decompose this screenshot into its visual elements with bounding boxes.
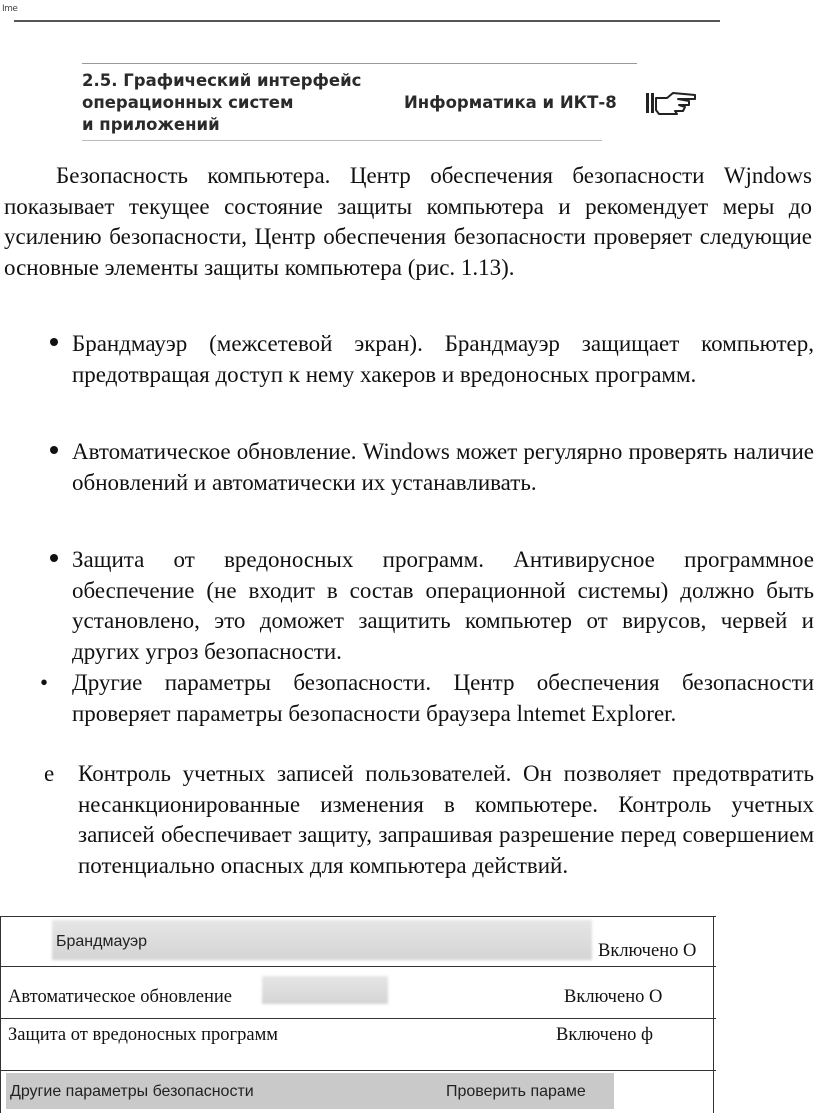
table-border (0, 1018, 716, 1019)
table-border (713, 916, 714, 1113)
list-item-text: Автоматическое обновление. Windows может регулярно проверять наличие обновлений и автоматически их устанавливать. (72, 439, 814, 495)
bullet-dot (50, 446, 58, 454)
list-item-text: Другие параметры безопасности. Центр обеспечения безопасности проверяет параметры безопасности браузера lntemet Explorer. (72, 670, 814, 726)
top-corner-label: Ime (2, 4, 18, 14)
bullet-dot (50, 554, 58, 562)
status-row-label: Автоматическое обновление (8, 987, 232, 1007)
status-row-value: Включено ф (556, 1025, 653, 1045)
header-rule-bottom (82, 140, 602, 141)
page-header (82, 60, 692, 140)
list-item-text: Защита от вредоносных программ. Антивирусное программное обеспечение (не входит в состав операционной системы) должно быть установлено, это доможет защитить компьютер от вирусов, червей и других угроз безопасности. (72, 547, 814, 664)
section-title (82, 70, 361, 136)
list-item-text: Брандмауэр (межсетевой экран). Брандмауэр защищает компьютер, предотвращая доступ к нему хакеров и вредоносных программ. (72, 331, 814, 387)
book-title: Информатика и ИКТ-8 (404, 93, 617, 112)
section-title-line: операционных систем (82, 93, 294, 112)
screenshot-fragment (262, 976, 388, 1004)
table-border (0, 966, 716, 967)
list-item-text: Контроль учетных записей пользователей. Он позволяет предотвратить несанкционированные изменения в компьютере. Контроль учетных записей обеспечивает защиту, запрашивая разрешение перед совершением потенциально опасных для компьютера действий. (78, 761, 814, 878)
status-row-value: Включено О (598, 941, 697, 961)
top-rule (14, 20, 720, 22)
section-title-line: и приложений (82, 115, 220, 134)
status-row-value: Включено О (564, 987, 663, 1007)
security-status-table (0, 916, 716, 1113)
status-row-value: Проверить параме (446, 1083, 586, 1100)
status-row-label: Другие параметры безопасности (10, 1083, 254, 1100)
intro-paragraph: Безопасность компьютера. Центр обеспечения безопасности Wjndows показывает текущее состояние защиты компьютера и рекомендует меры до усилению безопасности, Центр обеспечения безопасности проверяет следующие основные элементы защиты компьютера (рис. 1.13). (4, 163, 812, 280)
status-row-label: Брандмауэр (56, 933, 148, 950)
section-title-line: 2.5. Графический интерфейс (82, 71, 362, 90)
table-border (0, 1070, 716, 1071)
pointing-hand-icon (645, 90, 697, 116)
table-border (0, 916, 1, 1113)
bullet-dot (50, 338, 58, 346)
status-row-label: Защита от вредоносных программ (8, 1025, 278, 1045)
header-rule-top (82, 63, 637, 64)
bullet-marker: • (40, 670, 49, 695)
bullet-marker: е (44, 761, 55, 786)
table-border (0, 916, 716, 917)
